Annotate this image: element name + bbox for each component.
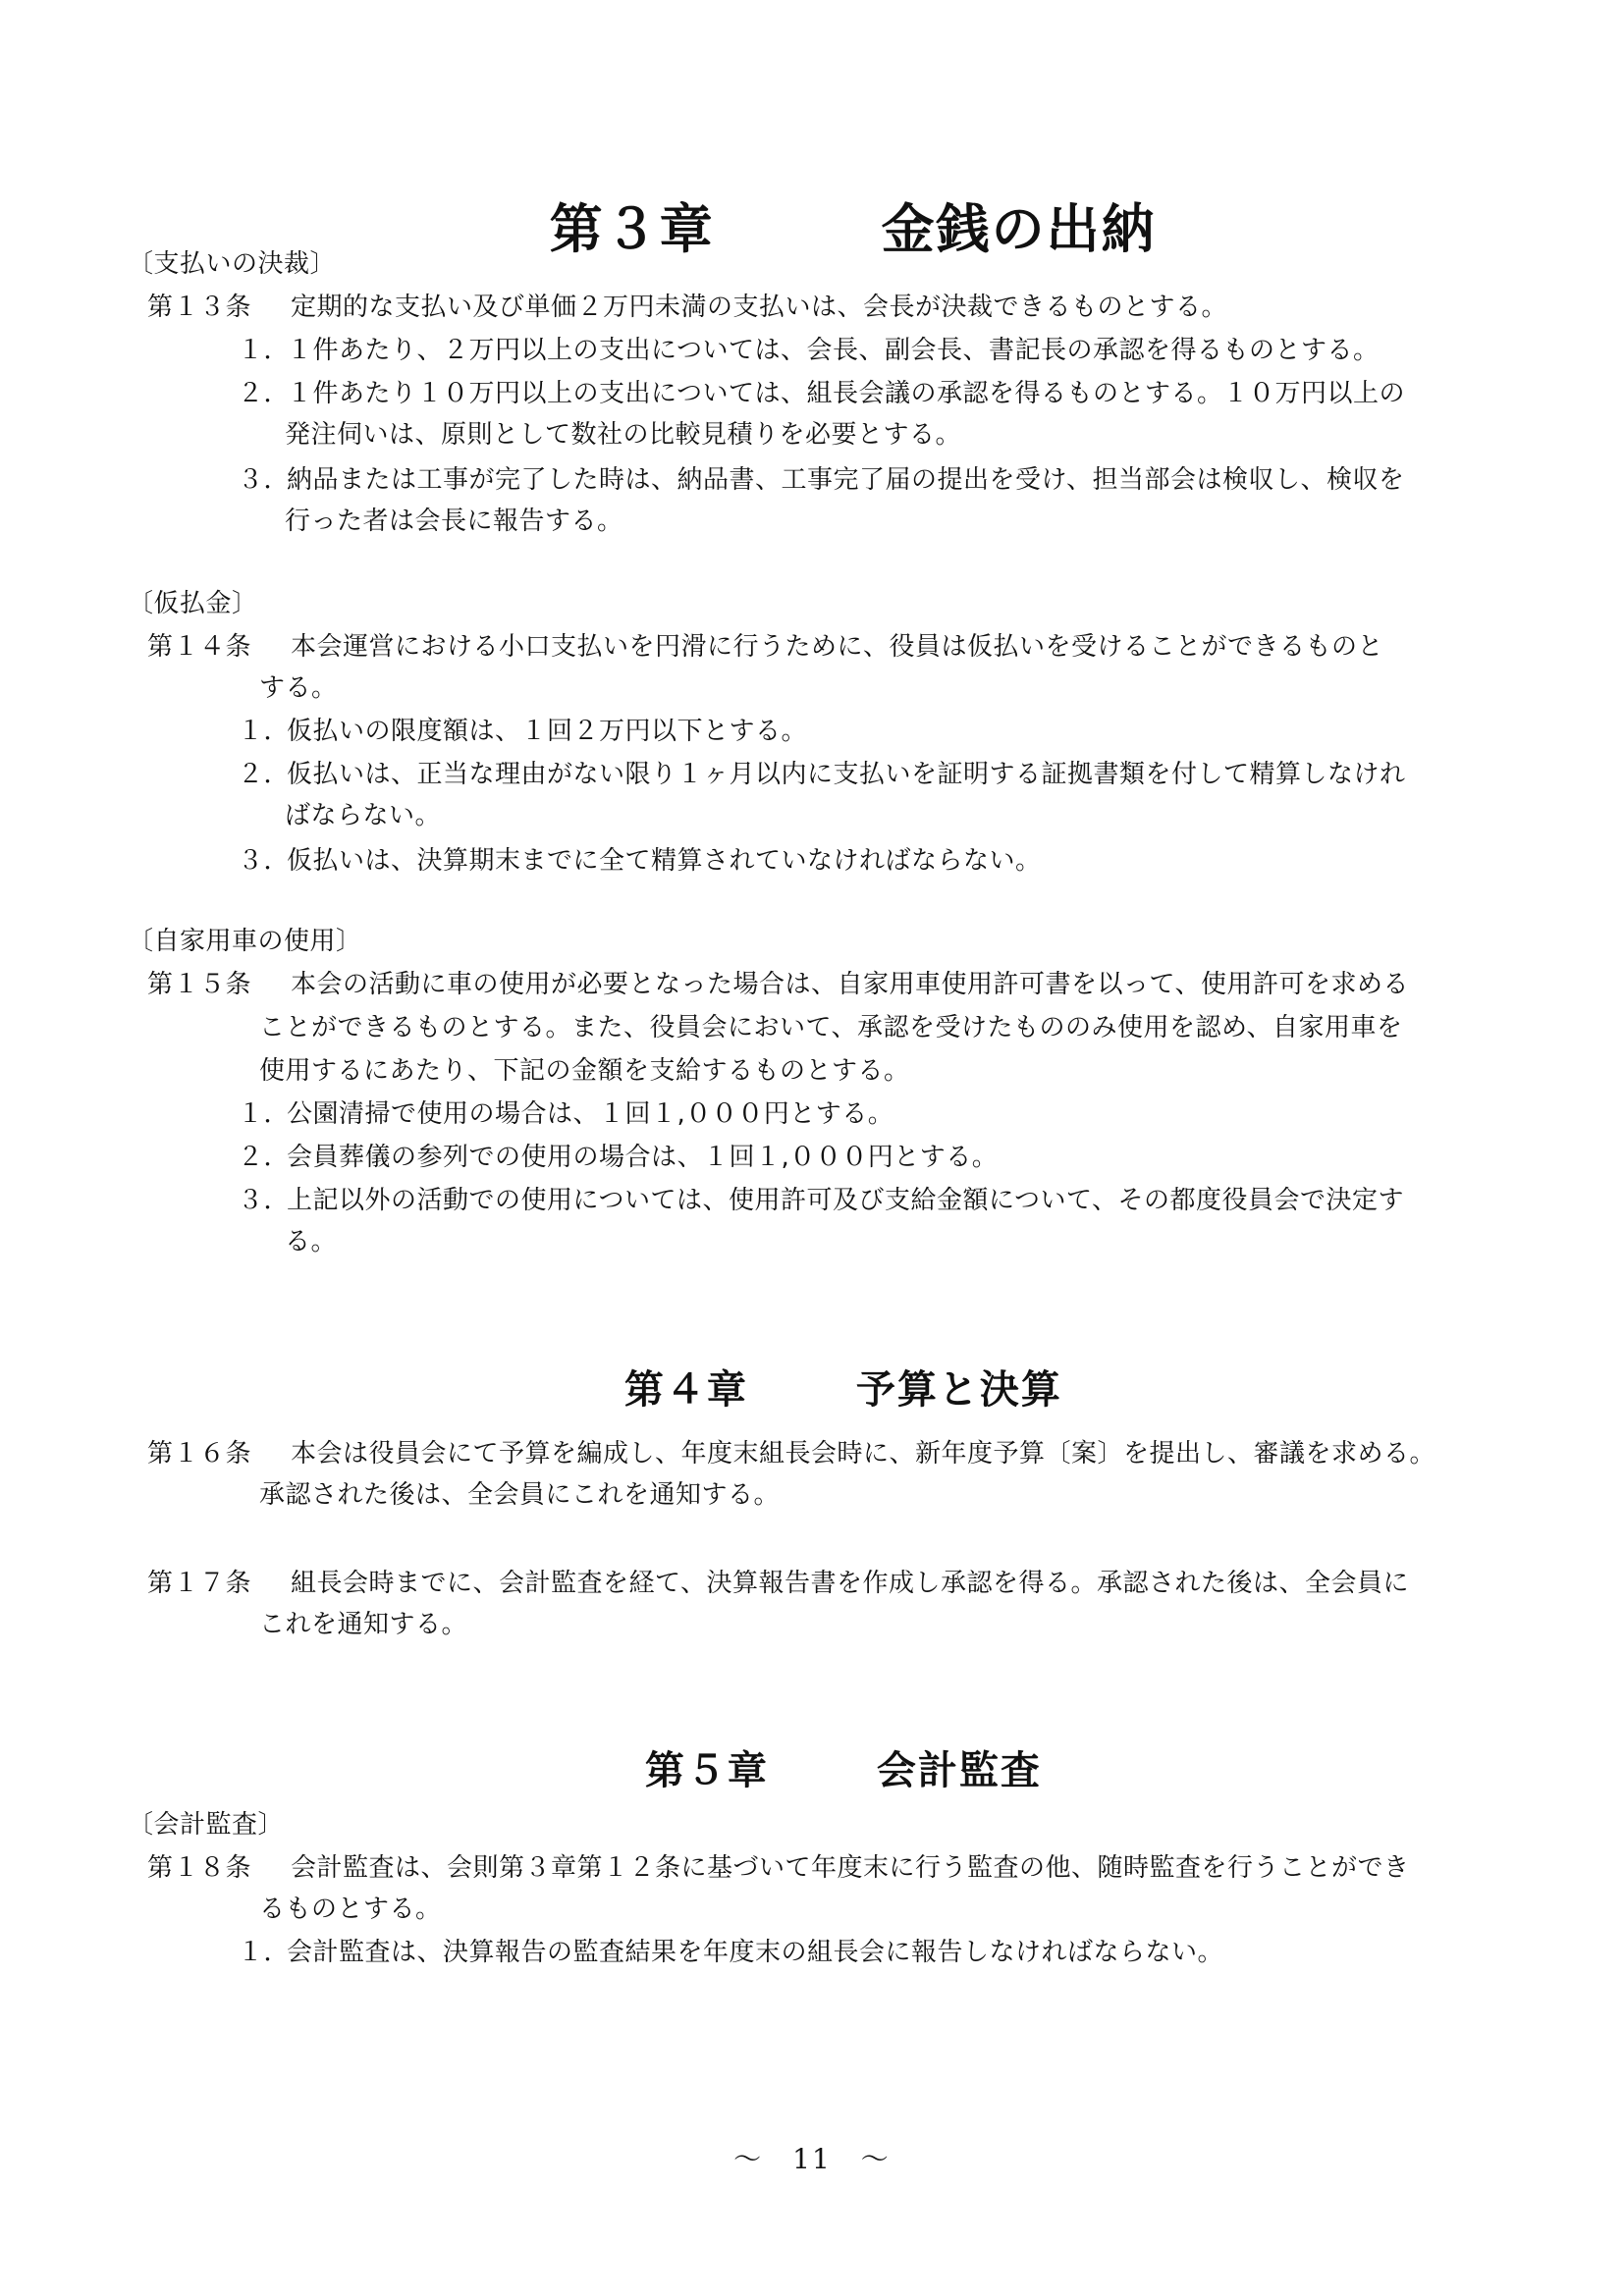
chapter-name: 会計監査	[876, 1748, 1042, 1793]
item-number: ２．	[238, 1143, 291, 1172]
article-16	[147, 1437, 1435, 1470]
chapter-number: 第４章	[623, 1367, 748, 1413]
article-continuation: るものとする。	[259, 1895, 442, 1924]
section-heading: 〔自家用車の使用〕	[128, 927, 362, 956]
item-text: 仮払いの限度額は、１回２万円以下とする。	[287, 717, 808, 746]
item-continuation: る。	[285, 1227, 338, 1256]
list-item	[238, 1141, 998, 1174]
list-item	[238, 377, 1405, 410]
article-label: 第１４条	[147, 632, 252, 662]
item-number: １．	[238, 717, 291, 746]
item-number: ３．	[238, 1186, 291, 1215]
item-text: １件あたり、２万円以上の支出については、会長、副会長、書記長の承認を得るものとする。	[287, 336, 1380, 365]
article-text: 定期的な支払い及び単価２万円未満の支払いは、会長が決裁できるものとする。	[291, 293, 1228, 322]
article-text: 本会は役員会にて予算を編成し、年度末組長会時に、新年度予算〔案〕を提出し、審議を求める。	[291, 1439, 1436, 1468]
item-number: ２．	[238, 379, 291, 408]
item-text: １件あたり１０万円以上の支出については、組長会議の承認を得るものとする。１０万円以上の	[287, 379, 1405, 408]
article-continuation: 使用するにあたり、下記の金額を支給するものとする。	[259, 1056, 910, 1086]
list-item	[238, 463, 1404, 497]
article-label: 第１８条	[147, 1853, 252, 1883]
item-text: 仮払いは、正当な理由がない限り１ヶ月以内に支払いを証明する証拠書類を付して精算しなけれ	[287, 760, 1406, 789]
item-number: ３．	[238, 465, 291, 495]
article-13	[147, 291, 1227, 324]
item-continuation: ばならない。	[285, 801, 442, 830]
item-number: ２．	[238, 760, 291, 789]
item-text: 公園清掃で使用の場合は、１回１,０００円とする。	[287, 1099, 894, 1129]
article-text: 本会の活動に車の使用が必要となった場合は、自家用車使用許可書を以って、使用許可を求める	[291, 970, 1409, 999]
chapter-name: 予算と決算	[855, 1367, 1062, 1413]
article-18	[147, 1851, 1410, 1885]
chapter-number: 第３章	[549, 198, 715, 260]
article-text: 組長会時までに、会計監査を経て、決算報告書を作成し承認を得る。承認された後は、全会員に	[291, 1569, 1409, 1598]
article-15	[147, 968, 1409, 1001]
item-text: 会員葬儀の参列での使用の場合は、１回１,０００円とする。	[287, 1143, 999, 1172]
section-heading: 〔仮払金〕	[128, 589, 258, 618]
chapter-name: 金銭の出納	[881, 198, 1157, 260]
item-text: 会計監査は、決算報告の監査結果を年度末の組長会に報告しなければならない。	[287, 1938, 1224, 1967]
article-text: 会計監査は、会則第３章第１２条に基づいて年度末に行う監査の他、随時監査を行うことができ	[291, 1853, 1410, 1883]
article-continuation: ことができるものとする。また、役員会において、承認を受けたもののみ使用を認め、自家用車を	[259, 1013, 1403, 1042]
section-heading: 〔会計監査〕	[128, 1810, 285, 1840]
list-item	[238, 844, 1042, 878]
item-text: 上記以外の活動での使用については、使用許可及び支給金額について、その都度役員会で決定す	[287, 1186, 1404, 1215]
article-label: 第１７条	[147, 1569, 252, 1598]
chapter-number: 第５章	[644, 1748, 769, 1793]
article-14	[147, 630, 1383, 664]
list-item	[238, 1936, 1223, 1969]
list-item	[238, 1097, 893, 1131]
section-heading: 〔支払いの決裁〕	[128, 249, 337, 279]
item-number: １．	[238, 1938, 291, 1967]
article-17	[147, 1567, 1409, 1600]
page-number: ～ 11 ～	[733, 2143, 891, 2175]
article-continuation: これを通知する。	[259, 1610, 468, 1639]
list-item	[238, 334, 1379, 367]
item-text: 納品または工事が完了した時は、納品書、工事完了届の提出を受け、担当部会は検収し、検収を	[287, 465, 1405, 495]
item-number: １．	[238, 336, 291, 365]
article-continuation: する。	[259, 673, 338, 703]
item-continuation: 行った者は会長に報告する。	[285, 507, 623, 536]
item-continuation: 発注伺いは、原則として数社の比較見積りを必要とする。	[285, 420, 962, 450]
article-text: 本会運営における小口支払いを円滑に行うために、役員は仮払いを受けることができるものと	[291, 632, 1384, 662]
article-label: 第１３条	[147, 293, 252, 322]
list-item	[238, 715, 807, 748]
item-number: ３．	[238, 846, 291, 876]
article-label: 第１６条	[147, 1439, 252, 1468]
list-item	[238, 758, 1406, 791]
article-label: 第１５条	[147, 970, 252, 999]
list-item	[238, 1184, 1404, 1217]
article-continuation: 承認された後は、全会員にこれを通知する。	[259, 1480, 781, 1510]
item-number: １．	[238, 1099, 291, 1129]
item-text: 仮払いは、決算期末までに全て精算されていなければならない。	[287, 846, 1042, 876]
